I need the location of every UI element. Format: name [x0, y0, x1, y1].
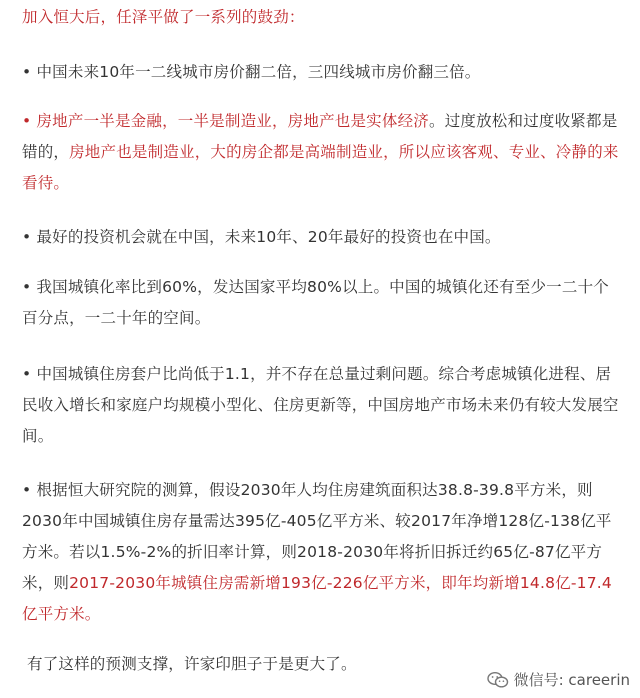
plain-text: • 根据恒大研究院的测算，假设2030年人均住房建筑面积达38.8-39.8平方米，则2030年中国城镇住房存量需达395亿-405亿平方米、较2017年净增128亿-138亿平方米。若以1.5%-2%的折旧率计算，则2018-2030年将折旧拆迁约65亿-87亿平方米，则 [22, 481, 612, 592]
closing-sentence: 有了这样的预测支撑，许家印胆子于是更大了。 [27, 655, 357, 673]
watermark-text: 微信号: careerin [513, 671, 630, 689]
bullet-house-prices: • 中国未来10年一二线城市房价翻二倍，三四线城市房价翻三倍。 [22, 63, 481, 81]
intro-heading: 加入恒大后，任泽平做了一系列的鼓劲： [22, 8, 305, 26]
bullet-urbanization: • 我国城镇化率比到60%，发达国家平均80%以上。中国的城镇化还有至少一二十个百分点，一二十年的空间。 [22, 278, 609, 327]
highlight-text: 2017-2030年城镇住房需新增193亿-226亿平方米，即年均新增14.8亿-17.4亿平方米。 [22, 574, 612, 623]
bullet-marker: • [22, 112, 37, 130]
wechat-icon [487, 671, 509, 689]
bullet-forecast [22, 475, 620, 630]
plain-text: 。过度放松和过度收紧都是错的， [22, 112, 618, 161]
highlight-text: 房地产一半是金融，一半是制造业，房地产也是实体经济 [36, 112, 429, 130]
bullet-housing-ratio: • 中国城镇住房套户比尚低于1.1，并不存在总量过剩问题。综合考虑城镇化进程、居民收入增长和家庭户均规模小型化、住房更新等，中国房地产市场未来仍有较大发展空间。 [22, 365, 619, 445]
bullet-real-estate-finance [22, 106, 620, 199]
watermark [487, 669, 630, 690]
highlight-text: 房地产也是制造业，大的房企都是高端制造业，所以应该客观、专业、冷静的来看待。 [22, 143, 619, 192]
bullet-investment: • 最好的投资机会就在中国，未来10年、20年最好的投资也在中国。 [22, 228, 501, 246]
